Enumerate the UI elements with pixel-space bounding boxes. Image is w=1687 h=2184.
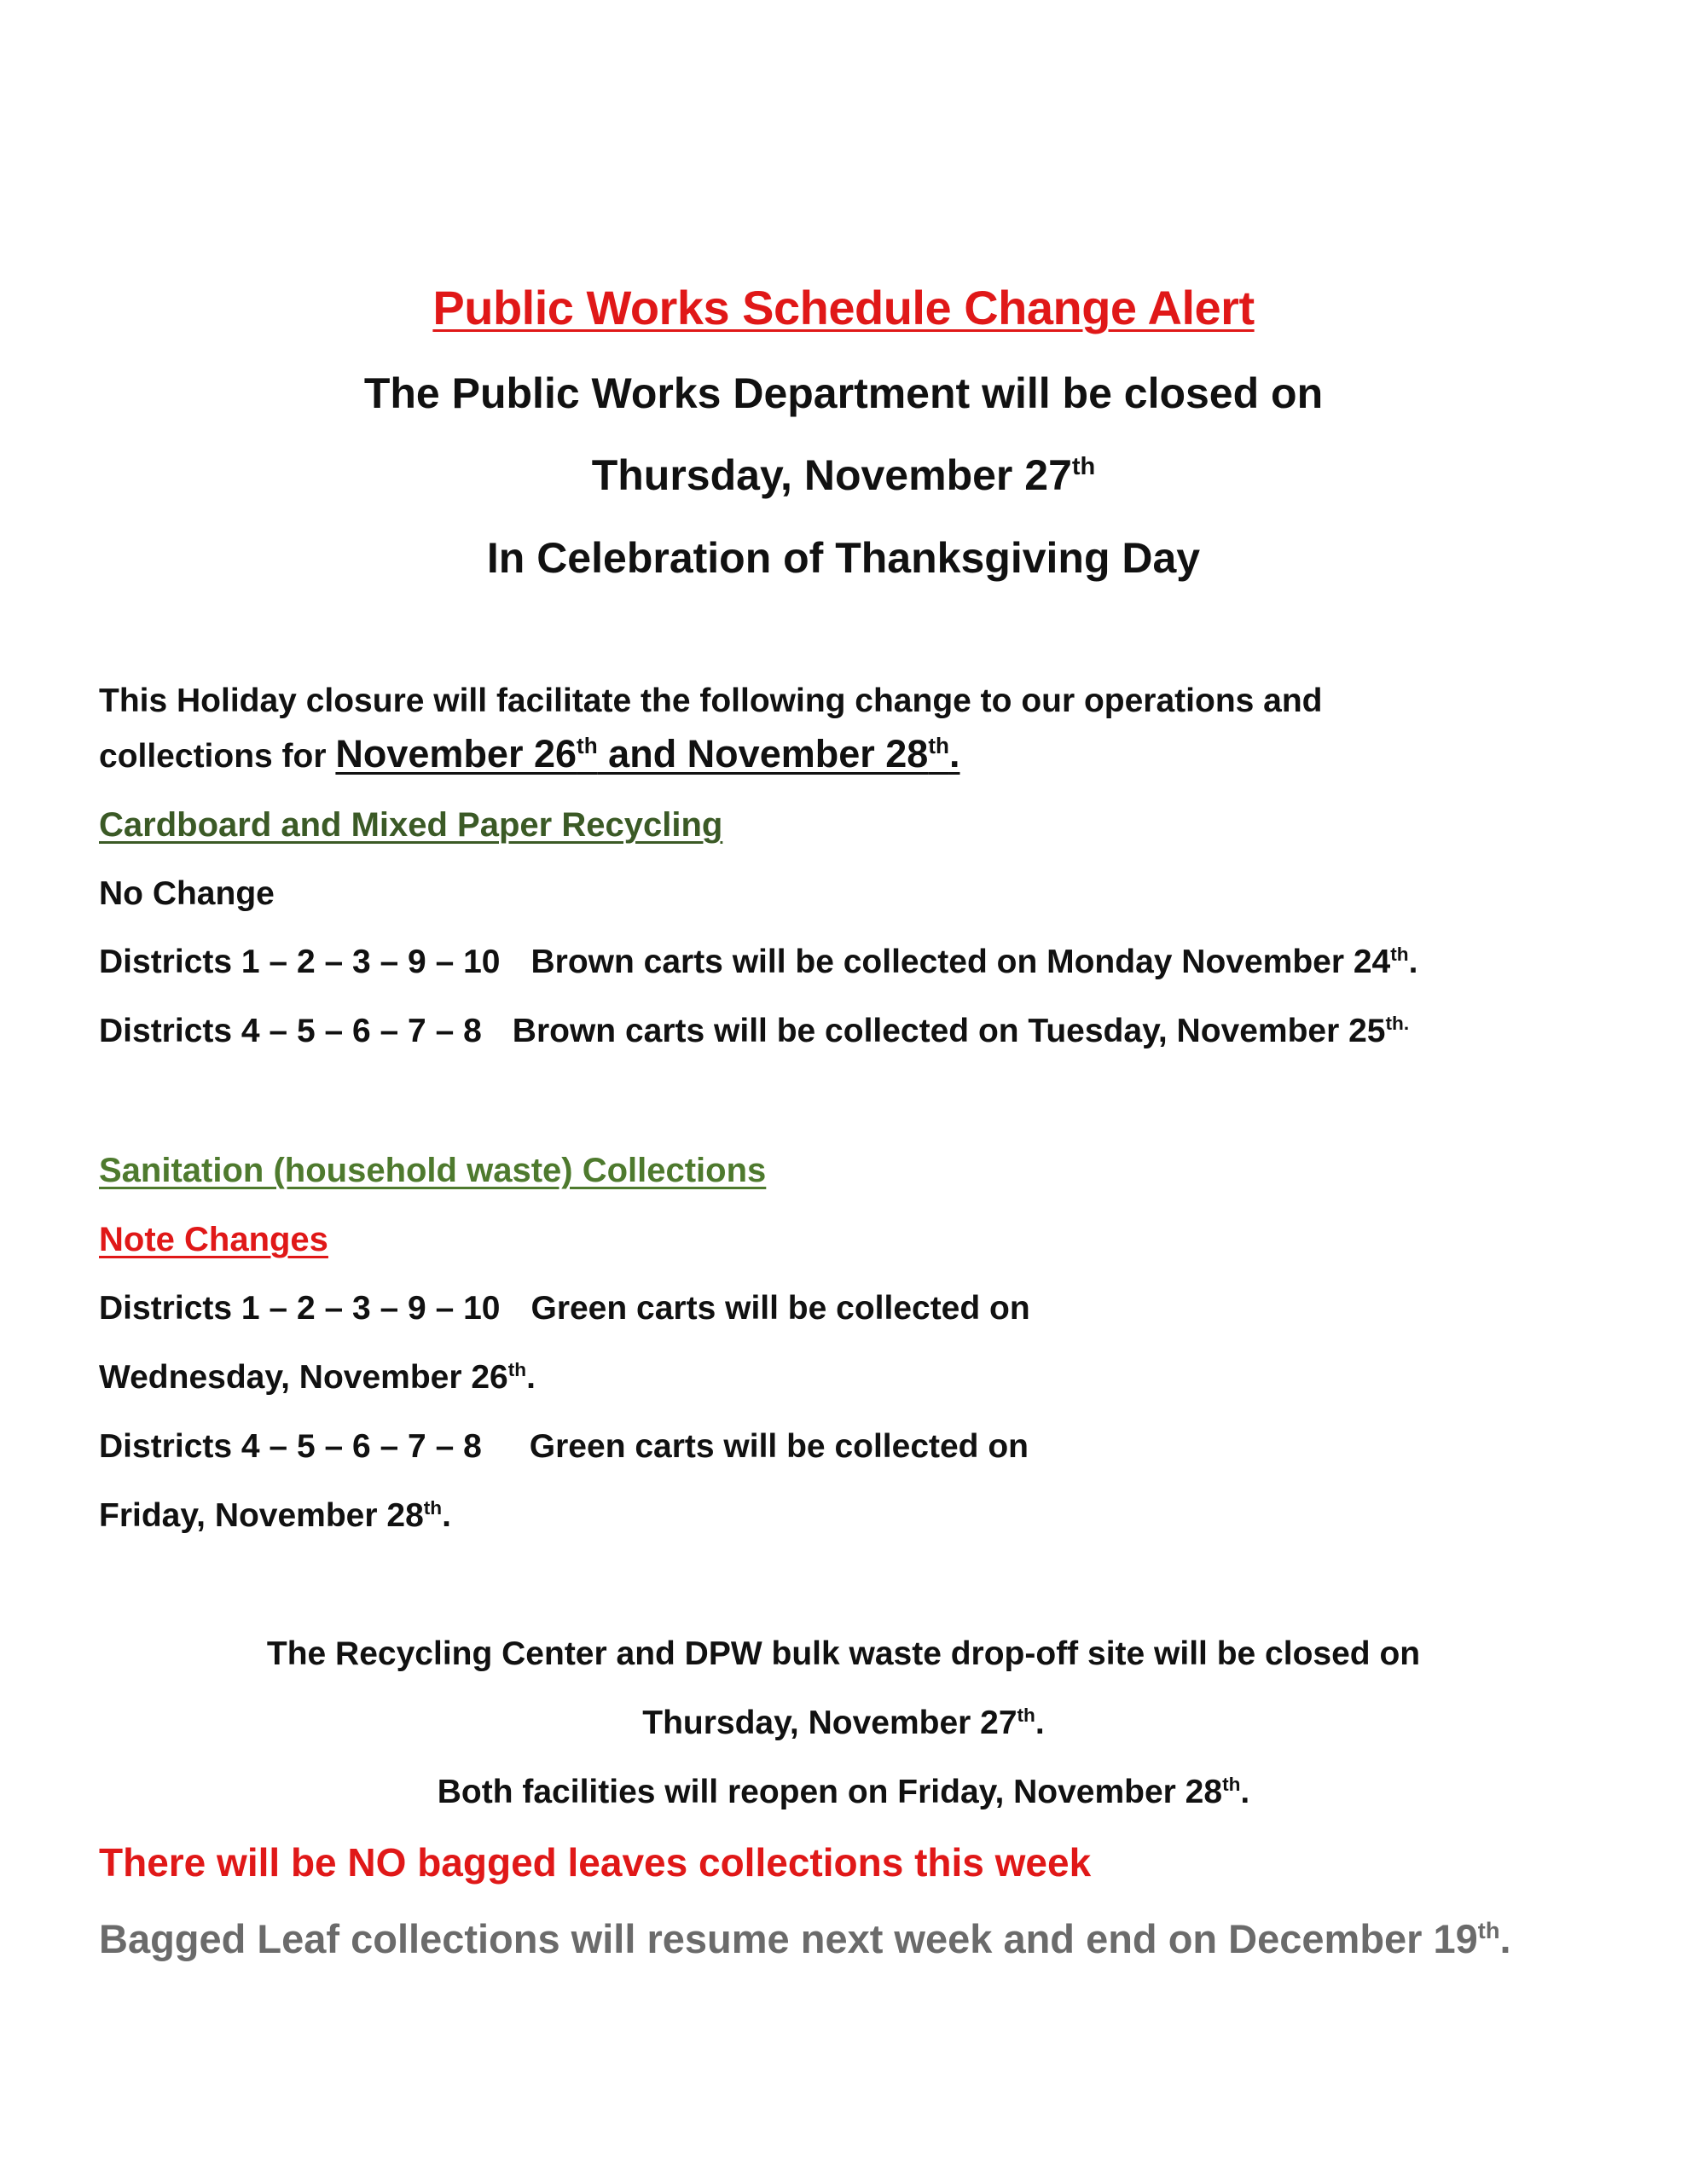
no-leaves-notice-text: There will be NO bagged leaves collections this week bbox=[99, 1840, 1092, 1885]
sanitation-row-text: Green carts will be collected on bbox=[529, 1428, 1029, 1465]
intro-date-a: November 26 bbox=[335, 732, 577, 775]
sanitation-row-date-text: Friday, November 28 bbox=[99, 1497, 424, 1534]
intro-trailing: . bbox=[948, 732, 960, 775]
intro-dates bbox=[335, 732, 959, 775]
sanitation-heading bbox=[99, 1152, 766, 1190]
facilities-line-3-text: Both facilities will reopen on Friday, November 28 bbox=[437, 1774, 1223, 1810]
recycling-row bbox=[99, 944, 1417, 981]
facilities-line-2-suffix: th bbox=[1017, 1704, 1035, 1726]
intro-date-b-suffix: th bbox=[928, 732, 949, 758]
intro-line-1 bbox=[99, 682, 1323, 720]
closure-reason-text: In Celebration of Thanksgiving Day bbox=[486, 534, 1201, 582]
recycling-heading-text: Cardboard and Mixed Paper Recycling bbox=[99, 806, 723, 844]
recycling-row-text: Brown carts will be collected on Tuesday, November 25 bbox=[512, 1013, 1386, 1049]
sanitation-row-text: Green carts will be collected on bbox=[530, 1290, 1030, 1327]
intro-line-1-text: This Holiday closure will facilitate the following change to our operations and bbox=[99, 682, 1323, 719]
recycling-row-end: . bbox=[1408, 944, 1418, 980]
closure-date bbox=[0, 450, 1687, 500]
recycling-row-districts: Districts 1 – 2 – 3 – 9 – 10 bbox=[99, 944, 501, 980]
sanitation-row-districts: Districts 1 – 2 – 3 – 9 – 10 bbox=[99, 1290, 501, 1327]
sanitation-row-districts: Districts 4 – 5 – 6 – 7 – 8 bbox=[99, 1428, 482, 1465]
intro-connector: and November 28 bbox=[597, 732, 929, 775]
closure-date-text: Thursday, November 27 bbox=[591, 451, 1072, 499]
sanitation-row-date bbox=[99, 1359, 536, 1397]
recycling-row bbox=[99, 1013, 1409, 1050]
leaves-resume-text: Bagged Leaf collections will resume next week and end on December 19 bbox=[99, 1916, 1478, 1961]
facilities-line-3-end: . bbox=[1240, 1774, 1250, 1810]
recycling-row-districts: Districts 4 – 5 – 6 – 7 – 8 bbox=[99, 1013, 482, 1049]
sanitation-row-end: . bbox=[526, 1359, 536, 1396]
facilities-line-1-text: The Recycling Center and DPW bulk waste drop-off site will be closed on bbox=[266, 1635, 1421, 1672]
sanitation-note bbox=[99, 1221, 328, 1259]
recycling-status bbox=[99, 875, 275, 913]
recycling-row-suffix: th. bbox=[1385, 1012, 1410, 1034]
intro-line-2-prefix: collections for bbox=[99, 738, 336, 775]
intro-line-2 bbox=[99, 732, 959, 776]
recycling-row-text: Brown carts will be collected on Monday November 24 bbox=[530, 944, 1391, 980]
closure-date-suffix: th bbox=[1071, 453, 1096, 481]
sanitation-note-text: Note Changes bbox=[99, 1221, 328, 1258]
facilities-line-2-end: . bbox=[1035, 1705, 1045, 1741]
sanitation-heading-text: Sanitation (household waste) Collections bbox=[99, 1152, 767, 1189]
no-leaves-notice bbox=[99, 1839, 1091, 1885]
notice-title bbox=[0, 280, 1687, 335]
leaves-resume-suffix: th bbox=[1477, 1917, 1500, 1944]
closure-line bbox=[0, 369, 1687, 418]
leaves-resume-end: . bbox=[1499, 1916, 1511, 1961]
sanitation-row-end: . bbox=[442, 1497, 451, 1534]
sanitation-row bbox=[99, 1428, 1029, 1466]
sanitation-row-suffix: th bbox=[507, 1358, 527, 1380]
leaves-resume-notice bbox=[99, 1915, 1511, 1962]
facilities-line-2 bbox=[0, 1705, 1687, 1742]
recycling-status-text: No Change bbox=[99, 875, 275, 912]
sanitation-row bbox=[99, 1290, 1030, 1327]
notice-title-text: Public Works Schedule Change Alert bbox=[432, 281, 1255, 334]
sanitation-row-suffix: th bbox=[423, 1496, 443, 1519]
facilities-line-3-suffix: th bbox=[1222, 1773, 1241, 1795]
sanitation-row-date bbox=[99, 1497, 451, 1535]
closure-reason bbox=[0, 533, 1687, 583]
recycling-row-suffix: th bbox=[1390, 943, 1409, 965]
sanitation-row-date-text: Wednesday, November 26 bbox=[99, 1359, 508, 1396]
closure-line-text: The Public Works Department will be closed on bbox=[363, 369, 1324, 417]
facilities-line-1 bbox=[0, 1635, 1687, 1673]
intro-date-a-suffix: th bbox=[577, 732, 598, 758]
recycling-heading bbox=[99, 806, 722, 845]
facilities-line-2-text: Thursday, November 27 bbox=[642, 1705, 1017, 1741]
facilities-line-3 bbox=[0, 1774, 1687, 1811]
